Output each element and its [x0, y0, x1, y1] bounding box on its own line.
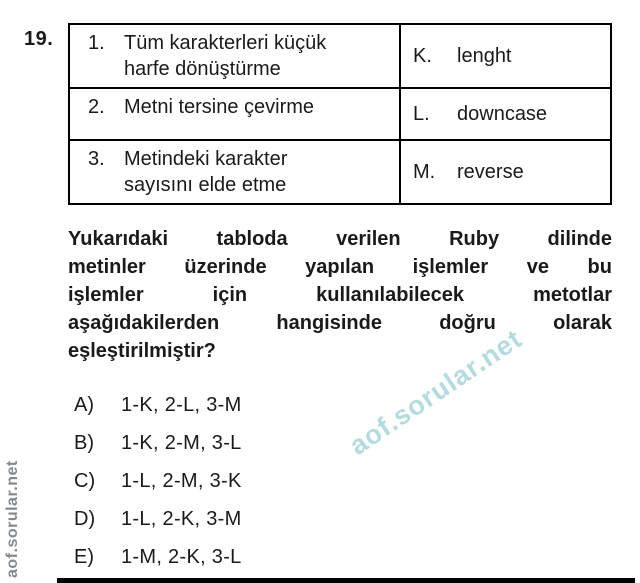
- operation-number: 1.: [88, 32, 105, 54]
- method-letter: L.: [413, 102, 430, 125]
- method-name: downcase: [457, 102, 548, 125]
- operation-cell: [70, 25, 401, 89]
- option-value: 1-K, 2-M, 3-L: [121, 431, 242, 454]
- option-letter: C): [74, 469, 96, 492]
- table-row: [70, 25, 610, 89]
- option-letter: B): [74, 431, 94, 454]
- operation-number: 3.: [88, 148, 105, 170]
- option-value: 1-L, 2-K, 3-M: [121, 507, 242, 530]
- operation-text: Metindeki karakter sayısını elde etme: [124, 148, 288, 196]
- option-value: 1-M, 2-K, 3-L: [121, 545, 242, 568]
- question-line: Yukarıdaki tabloda verilen Ruby dilinde: [68, 228, 612, 250]
- operation-text: Tüm karakterleri küçük harfe dönüştürme: [124, 32, 327, 80]
- operation-cell: [70, 141, 401, 203]
- matching-table: [68, 23, 612, 205]
- options-list: [74, 386, 242, 576]
- table-row: [70, 89, 610, 141]
- option-letter: E): [74, 545, 94, 568]
- operation-number: 2.: [88, 96, 105, 118]
- option-row: [74, 500, 242, 538]
- method-cell: [401, 89, 610, 141]
- method-name: lenght: [457, 44, 512, 67]
- option-row: [74, 462, 242, 500]
- method-letter: K.: [413, 44, 432, 67]
- question-line: metinler üzerinde yapılan işlemler ve bu: [68, 256, 612, 278]
- option-row: [74, 538, 242, 576]
- option-row: [74, 386, 242, 424]
- option-row: [74, 424, 242, 462]
- question-line: aşağıdakilerden hangisinde doğru olarak: [68, 312, 612, 334]
- question-text: [68, 225, 612, 365]
- watermark-diagonal: aof.sorular.net: [344, 323, 528, 461]
- method-name: reverse: [457, 160, 524, 183]
- option-value: 1-L, 2-M, 3-K: [121, 469, 242, 492]
- table-row: [70, 141, 610, 203]
- operation-cell: [70, 89, 401, 141]
- method-letter: M.: [413, 160, 436, 183]
- option-letter: D): [74, 507, 96, 530]
- option-letter: A): [74, 393, 94, 416]
- method-cell: [401, 25, 610, 89]
- method-cell: [401, 141, 610, 203]
- watermark-vertical: aof.sorular.net: [4, 460, 21, 578]
- bottom-scan-bar: [57, 578, 635, 583]
- operation-text: Metni tersine çevirme: [124, 96, 315, 118]
- question-line: eşleştirilmiştir?: [68, 340, 216, 362]
- option-value: 1-K, 2-L, 3-M: [121, 393, 242, 416]
- question-number: 19.: [24, 28, 54, 50]
- question-line: işlemler için kullanılabilecek metotlar: [68, 284, 612, 306]
